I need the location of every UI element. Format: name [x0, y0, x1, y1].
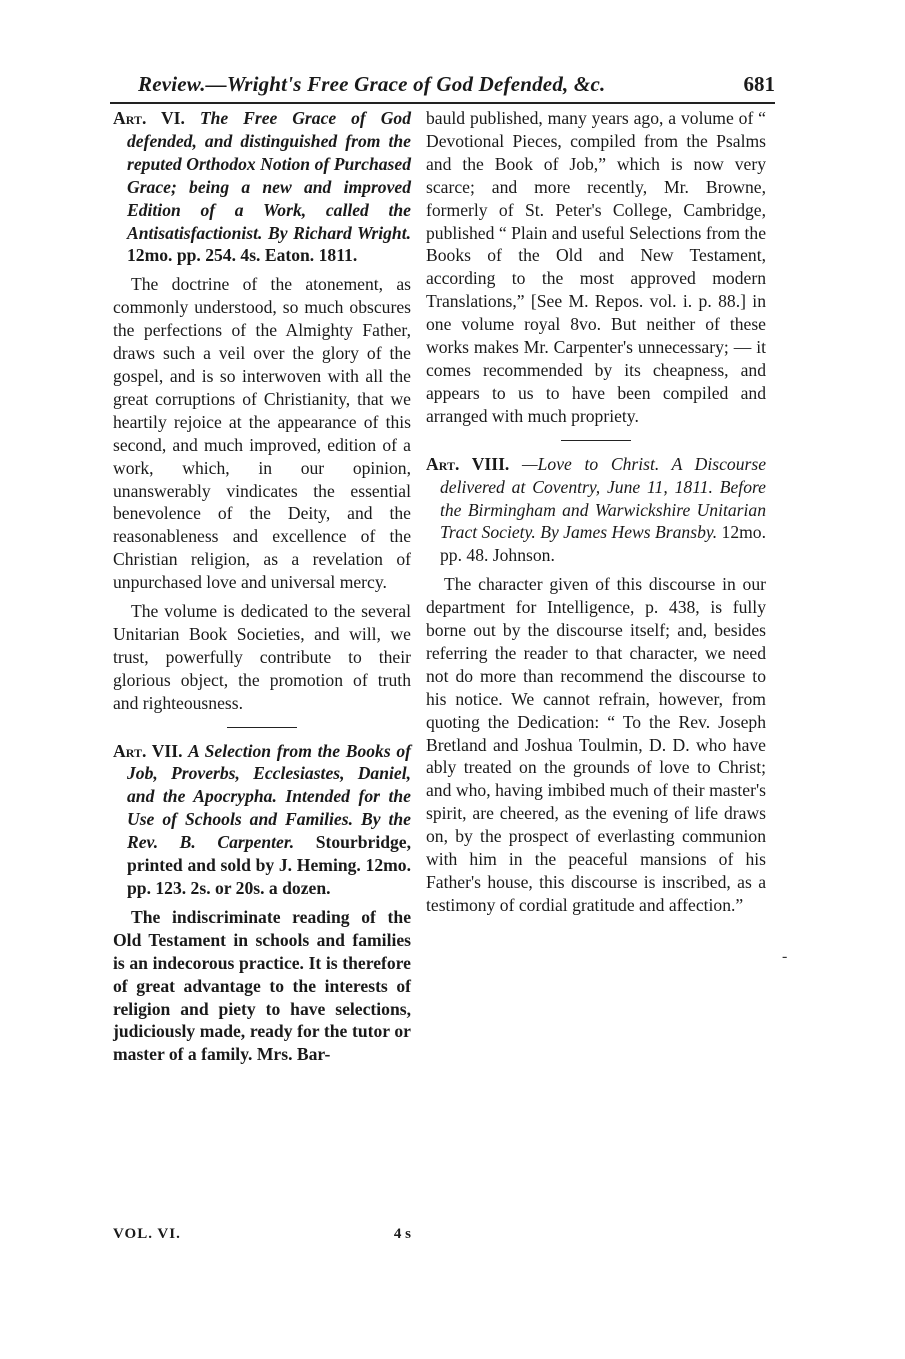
article-8-paragraph-1: The character given of this discourse in our department for Intelligence, p. 438, is fully borne out by the discourse itself; and, besides referring the reader to that character, we need not do more than recommend the discourse to his notice. We cannot refrain, however, from quoting the Dedication: “ To the Rev. Joseph Bretland and Joshua Toulmin, D. D. who have ably treated on the grounds of love to Christ; and who, having imbibed much of their master's spirit, are cheered, as the evening of life draws on, by the prospect of everlasting communion with him in the peaceful mansions of his Father's house, this discourse is inscribed, as a testimony of cordial gratitude and affection.” — [426, 574, 766, 915]
article-8-publication: 12mo. pp. 48. Johnson. — [440, 522, 766, 566]
running-title: Review.—Wright's Free Grace of God Defended, &c. — [138, 72, 606, 96]
page-number: 681 — [743, 72, 775, 96]
section-divider — [227, 727, 297, 728]
volume-label: VOL. VI. — [113, 1226, 181, 1242]
section-divider — [561, 440, 631, 441]
article-8-heading — [426, 453, 766, 568]
article-6-label: Art. VI. — [113, 108, 185, 128]
article-7-title: A Selection from the Books of Job, Proverbs, Ecclesiastes, Daniel, and the Apocrypha. Intended for the Use of Schools and Families. By the Rev. B. Carpenter. — [127, 740, 411, 853]
article-6-paragraph-2: The volume is dedicated to the several Unitarian Book Societies, and will, we trust, powerfully contribute to their glorious object, the promotion of truth and righteousness. — [113, 601, 411, 713]
right-column — [426, 107, 766, 917]
article-6-paragraph-1: The doctrine of the atonement, as commonly understood, so much obscures the perfections of the Almighty Father, draws such a veil over the glory of the gospel, and is so interwoven with all the great corruptions of Christianity, that we heartily rejoice at the appearance of this second, and much improved, edition of a work, which, in our opinion, unanswerably vindicates the essential benevolence of the Deity, and the reasonableness and excellence of the Christian religion, as a revelation of unpurchased love and universal mercy. — [113, 274, 411, 593]
signature-mark: 4 s — [393, 1226, 411, 1242]
article-6-publication: 12mo. pp. 254. 4s. Eaton. 1811. — [127, 245, 358, 266]
left-column — [113, 107, 411, 1066]
article-7-paragraph-1-continued: bauld published, many years ago, a volume of “ Devotional Pieces, compiled from the Psalms and the Book of Job,” which is now very scarce; and more recently, Mr. Browne, formerly of St. Peter's College, Cambridge, published “ Plain and useful Selections from the Books of the Old and New Testament, according to the most approved modern Translations,” [See M. Repos. vol. i. p. 88.] in one volume royal 8vo. But neither of these works makes Mr. Carpenter's unnecessary; — it comes recommended by its cheapness, and appears to us to have been compiled and arranged with much propriety. — [426, 108, 766, 426]
article-7-heading — [113, 740, 411, 900]
article-6-title: The Free Grace of God defended, and distinguished from the reputed Orthodox Notion of Purchased Grace; being a new and improved Edition of a Work, called the Antisatisfactionist. By Richard Wright. — [127, 108, 411, 243]
article-7-publication: Stourbridge, printed and sold by J. Heming. 12mo. pp. 123. 2s. or 20s. a dozen. — [127, 832, 411, 898]
article-6-heading — [113, 107, 411, 267]
article-7-paragraph-1: The indiscriminate reading of the Old Testament in schools and families is an indecorous practice. It is therefore of great advantage to the interests of religion and piety to have selections, judiciously made, ready for the tutor or master of a family. Mrs. Bar- — [113, 906, 411, 1065]
article-8-title: —Love to Christ. A Discourse delivered at Coventry, June 11, 1811. Before the Birmingham and Warwickshire Unitarian Tract Society. By James Hews Bransby. — [440, 453, 766, 543]
running-header — [110, 72, 775, 104]
article-7-label: Art. VII. — [113, 740, 183, 761]
page-footer — [113, 1226, 411, 1248]
article-8-label: Art. VIII. — [426, 453, 510, 474]
margin-mark: - — [782, 948, 788, 965]
